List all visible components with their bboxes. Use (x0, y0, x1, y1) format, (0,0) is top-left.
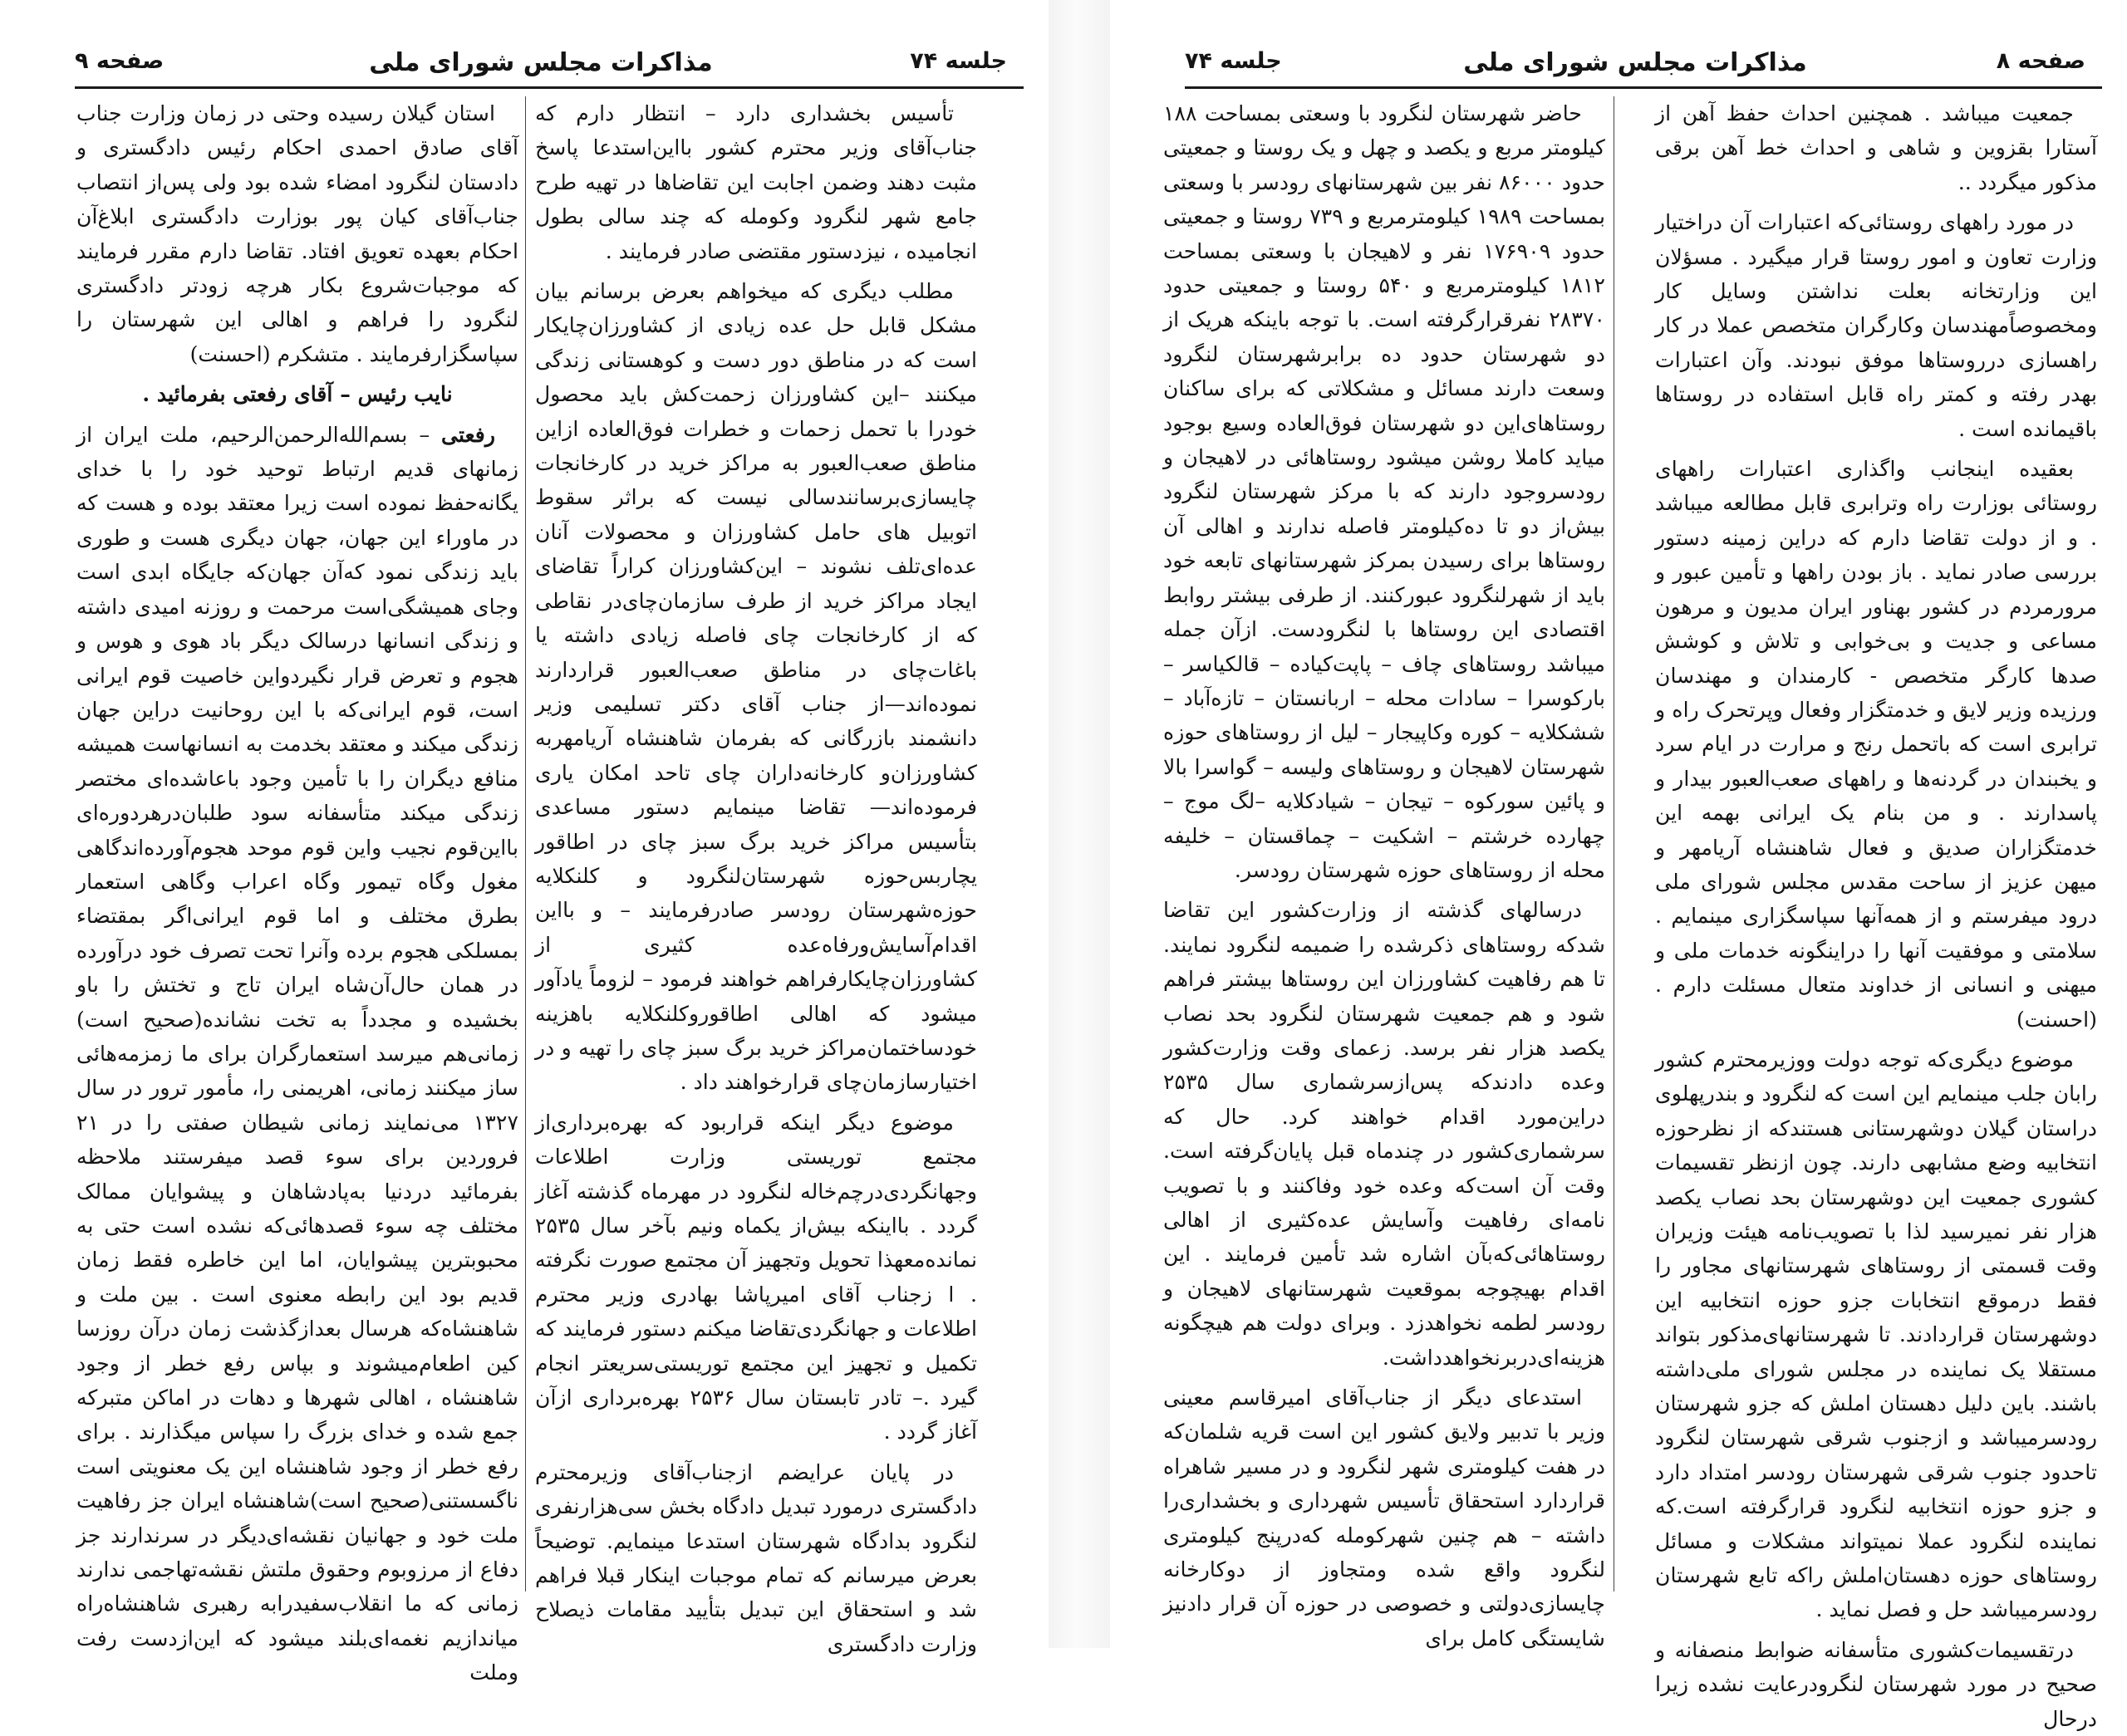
page-left (0, 0, 1049, 1685)
body-paragraph: در پایان عرایضم ازجناب‌آقای وزیرمحترم دادگستری درمورد تبدیل دادگاه بخش سی‌هزارنفری لنگرود بدادگاه شهرستان استدعا مینمایم. توضیحاً بعرض میرسانم که تمام موجبات اینکار قبلا فراهم شد و استحقاق این تبدیل بتأیید مقامات ذیصلاح وزارت دادگستری (535, 1459, 977, 1656)
body-paragraph: استان گیلان رسیده وحتی در زمان وزارت جناب آقای صادق احمدی احکام رئیس دادگستری و دادستان لنگرود امضاء شده بود ولی پس‌از انتصاب جناب‌آقای کیان پور بوزارت دادگستری ابلاغ‌آن احکام بعهده تعویق افتاد. تقاضا دارم مقرر فرمایند که موجبات‌شروع بکار هرچه زودتر دادگستری لنگرود را فراهم و اهالی این شهرستان را سپاسگزارفرمایند . متشکرم (احسنت) (76, 101, 518, 366)
body-paragraph: حاضر شهرستان لنگرود با وسعتی بمساحت ۱۸۸ کیلومتر مربع و یکصد و چهل و یک روستا و جمعیتی حدود ۸۶۰۰۰ نفر بین شهرستانهای رودسر با وسعتی بمساحت ۱۹۸۹ کیلومترمربع و ۷۳۹ روستا و جمعیتی حدود ۱۷۶۹۰۹ نفر و لاهیجان با وسعتی بمساحت ۱۸۱۲ کیلومترمربع و ۵۴۰ روستا و جمعیتی حدود ۲۸۳۷۰ نفرقرارگرفته است. با توجه باینکه هریک از دو شهرستان حدود ده برابرشهرستان لنگرود وسعت دارند مسائل و مشکلاتی که برای ساکنان روستاهای‌این دو شهرستان فوق‌العاده وسیع بوجود میاید کاملا روشن میشود روستاهائی در لاهیجان و رودسروجود دارند که با مرکز شهرستان لنگرود بیش‌از دو تا ده‌کیلومتر فاصله ندارند و اهالی آن روستاها برای رسیدن بمرکز شهرستانهای تابعه خود باید از شهرلنگرود عبورکنند. از طرفی بیشتر روابط اقتصادی این روستاها با لنگرودست. ازآن جمله میباشد روستاهای چاف – پاپت‌کیاده – قالکیاسر – بارکوسرا – سادات محله – اربانستان – تازه‌آباد – ششکلایه – کوره وکاپیجار – لیل از روستاهای حوزه شهرستان لاهیجان و روستاهای ولیسه – گواسرا بالا و پائین سورکوه – تیجان – شیادکلایه –لگ موج – چهارده‌ خرشتم – اشکیت – چماقستان – خلیفه محله از روستاهای حوزه شهرستان رودسر. (1163, 101, 1605, 882)
body-paragraph: بعقیده اینجانب واگذاری اعتبارات راههای روستائی بوزارت راه وترابری قابل مطالعه میباشد . و از دولت تقاضا دارم که دراین زمینه دستور بررسی صادر نماید . باز بودن راهها و تأمین عبور و مرورمردم در کشور بهناور ایران مدیون و مرهون مساعی و جدیت و بی‌خوابی و تلاش و کوشش صدها کارگر متخصص - کارمندان و مهندسان ورزیده وزیر لایق و خدمتگزار وفعال وپرتحرک راه و ترابری است که باتحمل رنج و مرارت در ایام سرد و یخبندان در گردنه‌ها و راههای صعب‌العبور بیدار و پاسدارند . و من بنام یک ایرانی بهمه این خدمتگزاران صدیق و فعال شاهنشاه آریامهر و میهن عزیز از ساحت مقدس مجلس شورای ملی درود میفرستم و از همه‌آنها سپاسگزاری مینمایم . سلامتی و موفقیت آنها را دراینگونه خدمات ملی و میهنی و انسانی از خداوند متعال مسئلت دارم . (احسنت) (1655, 457, 2097, 1032)
body-paragraph: درسالهای گذشته از وزارت‌کشور این تقاضا شدکه روستاهای ذکرشده را ضمیمه لنگرود نمایند. تا هم رفاهیت کشاورزان این روستاها بیشتر فراهم شود و هم جمعیت شهرستان لنگرود بحد نصاب یکصد هزار نفر برسد. زعمای وقت وزارت‌کشور وعده دادندکه پس‌ازسرشماری سال ۲۵۳۵ دراین‌مورد اقدام خواهند کرد. حال که سرشماری‌کشور در چندماه قبل پایان‌گرفته است. وقت آن است‌که وعده خود وفاکنند و با تصویب نامه‌ای رفاهیت وآسایش عده‌کثیری از اهالی روستاهائی‌که‌بآن اشاره شد تأمین فرمایند . این اقدام بهیچوجه بموقعیت شهرستانهای لاهیجان و رودسر لطمه نخواهدزد . وبرای دولت هم هیچگونه هزینه‌ای‌دربرنخواهدداشت. (1163, 898, 1605, 1370)
speech-text: – بسم‌الله‌الرحمن‌الرحیم، ملت ایران از زمانهای قدیم ارتباط توحید خود را با خدای یگانه‌حفظ نموده است زیرا معتقد بوده و هست که در ماوراء این جهان، جهان دیگری هست و طوری باید زندگی نمود که‌آن جهان‌که جایگاه ابدی است وجای همیشگی‌است مرحمت و روزنه امیدی داشته و زندگی انسانها درسالک دیگر باد هوی و هوس و هجوم و تعرض قرار نگیردواین خاصیت قوم ایرانی است، قوم ایرانی‌که با این روحانیت دراین جهان زندگی میکند و معتقد بخدمت به انسانهاست همیشه منافع دیگران را با تأمین وجود باعاشده‌ای مختصر زندگی میکند متأسفانه سود طلبان‌درهردوره‌ای بااین‌قوم نجیب واین قوم موحد هجوم‌آورده‌اندگاهی مغول وگاه تیمور وگاه اعراب وگاهی استعمار بطرق مختلف و اما قوم ایرانی‌اگر بمقتضاء بمسلکی هجوم برده وآنرا تحت تصرف خود درآورده در همان حال‌آن‌شاه ایران تاج و تختش را باو بخشیده و مجدداً به تخت نشانده(صحیح است) زمانی‌هم میرسد استعمارگران برای ما زمزمه‌هائی ساز میکنند زمانی، اهریمنی را، مأمور ترور در سال ۱۳۲۷ می‌نمایند زمانی شیطان صفتی را در ۲۱ فروردین برای سوء قصد میفرستند ملاحظه بفرمائید دردنیا به‌پادشاهان و پیشوایان ممالک مختلف چه سوء قصدهائی‌که نشده است حتی به محبوبترین پیشوایان، اما این خاطره فقط زمان قدیم بود این رابطه معنوی است . بین ملت و شاهنشاه‌که هرسال بعدازگذشت زمان درآن روزسا کین اطعام‌میشوند و بپاس رفع خطر از وجود شاهنشاه ، اهالی شهرها و دهات در اماکن متبرکه جمع شده و خدای بزرگ را سپاس میگذارند . برای رفع خطر از وجود شاهنشاه این یک معنویتی است ناگسستنی(صحیح است)شاهنشاه ایران جز رفاهیت ملت خود و جهانیان نقشه‌ای‌دیگر در سرندارند جز دفاع از مرزوبوم وحقوق ملتش نقشه‌تهاجمی ندارند زمانی که ما انقلاب‌سفیدرابه رهبری شاهنشاه‌راه میاندازیم نغمه‌ای‌بلند میشود که این‌ازدست رفت وملت (76, 422, 518, 1685)
body-paragraph: استدعای دیگر از جناب‌آقای امیرقاسم معینی وزیر با تدبیر ولایق کشور این است قریه شلمان‌که در هفت کیلومتری شهر لنگرود و در مسیر شاهراه قراردارد استحقاق تأسیس شهرداری و بخشداری‌را داشته – هم چنین شهرکومله که‌درپنج کیلومتری لنگرود واقع شده ومتجاوز از دوکارخانه چایسازی‌دولتی و خصوصی در حوزه آن قرار دادنیز شایستگی کامل برای (1163, 1385, 1605, 1650)
body-paragraph: موضوع دیگری‌که توجه دولت ووزیرمحترم کشور رابان جلب مینمایم این است که لنگرود و بندرپهلوی دراستان گیلان دوشهرستانی هستندکه از نظرحوزه انتخابیه وضع مشابهی دارند. چون ازنظر تقسیمات کشوری جمعیت این دوشهرستان بحد نصاب یکصد هزار نفر نمیرسید لذا با تصویب‌نامه هیئت وزیران وقت قسمتی از روستاهای شهرستانهای مجاور را فقط درموقع انتخابات جزو حوزه انتخابیه این دوشهرستان قراردادند. تا شهرستانهای‌مذکور بتواند مستقلا یک نماینده در مجلس شورای ملی‌داشته باشند. باین دلیل دهستان املش که جزو شهرستان رودسرمیباشد و ازجنوب شرقی شهرستان لنگرود تاحدود جنوب شرقی شهرستان رودسر امتداد دارد و جزو حوزه انتخابیه لنگرود قرارگرفته است.که نماینده لنگرود عملا نمیتواند مشکلات و مسائل روستاهای حوزه دهستان‌املش راکه تابع شهرستان رودسرمیباشد حل و فصل نماید . (1655, 1047, 2097, 1622)
text-column-left (76, 96, 518, 1685)
speech-text: – آقای رفعتی بفرمائید . (142, 381, 358, 407)
page-header (1176, 40, 2094, 90)
body-paragraph: جمعیت میباشد . همچنین احداث حفظ آهن از آستارا بقزوین و شاهی و احداث خط آهن برقی مذکور میگردد .. (1655, 101, 2097, 194)
publication-title: مذاکرات مجلس شورای ملی (1463, 48, 1807, 77)
text-column-left (1163, 96, 1605, 1650)
speech-paragraph (76, 418, 518, 1690)
page-number: صفحه ۹ (75, 48, 165, 74)
session-number: جلسه ۷۴ (910, 48, 1007, 74)
body-paragraph: موضوع دیگر اینکه قراربود که بهره‌برداری‌از مجتمع توریستی وزارت اطلاعات وجهانگردی‌درچم‌خاله لنگرود در مهرماه گذشته آغاز گردد . بااینکه بیش‌از یکماه ونیم بآخر سال ۲۵۳۵ نمانده‌معهذا تحویل وتجهیز آن مجتمع صورت نگرفته . ا زجناب آقای امیرپاشا بهادری وزیر محترم اطلاعات و جهانگردی‌تقاضا میکنم دستور فرمایند که تکمیل و تجهیز این مجتمع توریستی‌سریعتر انجام گیرد .– تادر تابستان سال ۲۵۳۶ بهره‌برداری ازآن آغاز گردد . (535, 1110, 977, 1444)
publication-title: مذاکرات مجلس شورای ملی (369, 48, 713, 77)
header-rule (75, 86, 1024, 89)
body-paragraph: درتقسیمات‌کشوری متأسفانه ضوابط منصفانه و صحیح در مورد شهرستان لنگرودرعایت نشده زیرا درحال (1655, 1637, 2097, 1731)
session-number: جلسه ۷۴ (1185, 48, 1282, 74)
body-paragraph: مطلب دیگری که میخواهم بعرض برسانم بیان مشکل قابل حل عده زیادی از کشاورزان‌چایکار است که در مناطق دور دست و کوهستانی زندگی میکنند –این کشاورزان زحمت‌کش باید محصول خودرا با تحمل زحمات و خطرات فوق‌العاده ازاین مناطق صعب‌العبور به مراکز خرید در کارخانجات چایسازی‌برسانندسالی نیست که براثر سقوط اتوبیل های حامل کشاورزان و محصولات آنان عده‌ای‌تلف نشوند – این‌کشاورزان کراراً تقاضای ایجاد مراکز خرید از طرف سازمان‌چای‌در نقاطی که از کارخانجات چای فاصله زیادی داشته یا باغات‌چای در مناطق صعب‌العبور قراردارند نموده‌اند—از جناب آقای دکتر تسلیمی وزیر دانشمند بازرگانی که بفرمان شاهنشاه آریامهربه کشاورزان‌و کارخانه‌داران چای تاحد امکان یاری فرموده‌اند— تقاضا مینمایم دستور مساعدی بتأسیس مراکز خرید برگ سبز چای در اطاقور یچاربس‌حوزه شهرستان‌لنگرود و کلنکلایه حوزه‌شهرستان رودسر صادرفرمایند – و بااین اقدام‌آسایش‌ورفاه‌عده کثیری از کشاورزان‌چایکارفراهم خواهند فرمود – لزوماً یادآور میشود که اهالی اطاقوروکلنکلایه باهزینه خودساختمان‌مراکز خرید برگ سبز چای را تهیه و در اختیارسازمان‌چای قرارخواهند داد . (535, 279, 977, 1095)
speaker-name: رفعتی (441, 421, 495, 447)
speaker-name: نایب رئیس (357, 381, 453, 407)
text-column-right (535, 96, 977, 1656)
body-paragraph: در مورد راههای روستائی‌که اعتبارات آن دراختیار وزارت تعاون و امور روستا قرار میگیرد . مسؤلان این وزارتخانه بعلت نداشتن وسایل کار ومخصوصاًمهندسان وکارگران متخصص عملا در کار راهسازی درروستاها موفق نبودند. وآن اعتبارات بهدر رفته و کمتر راه قابل استفاده در روستاها باقیمانده است . (1655, 210, 2097, 441)
page-right (1110, 0, 2127, 1731)
book-gutter (1049, 0, 1110, 1648)
header-rule (1185, 86, 2102, 89)
page-header (66, 40, 1015, 90)
page-number: صفحه ۸ (1996, 48, 2085, 74)
text-column-right (1655, 96, 2097, 1731)
column-divider (525, 96, 526, 1591)
speaker-heading (76, 377, 518, 411)
body-paragraph: تأسیس بخشداری دارد – انتظار دارم که جناب‌آقای وزیر محترم کشور بااین‌استدعا پاسخ مثبت دهند وضمن اجابت این تقاضاها در تهیه طرح جامع شهر لنگرود وکومله که چند سالی بطول انجامیده ، نیزدستور مقتضی صادر فرمایند . (535, 101, 977, 263)
